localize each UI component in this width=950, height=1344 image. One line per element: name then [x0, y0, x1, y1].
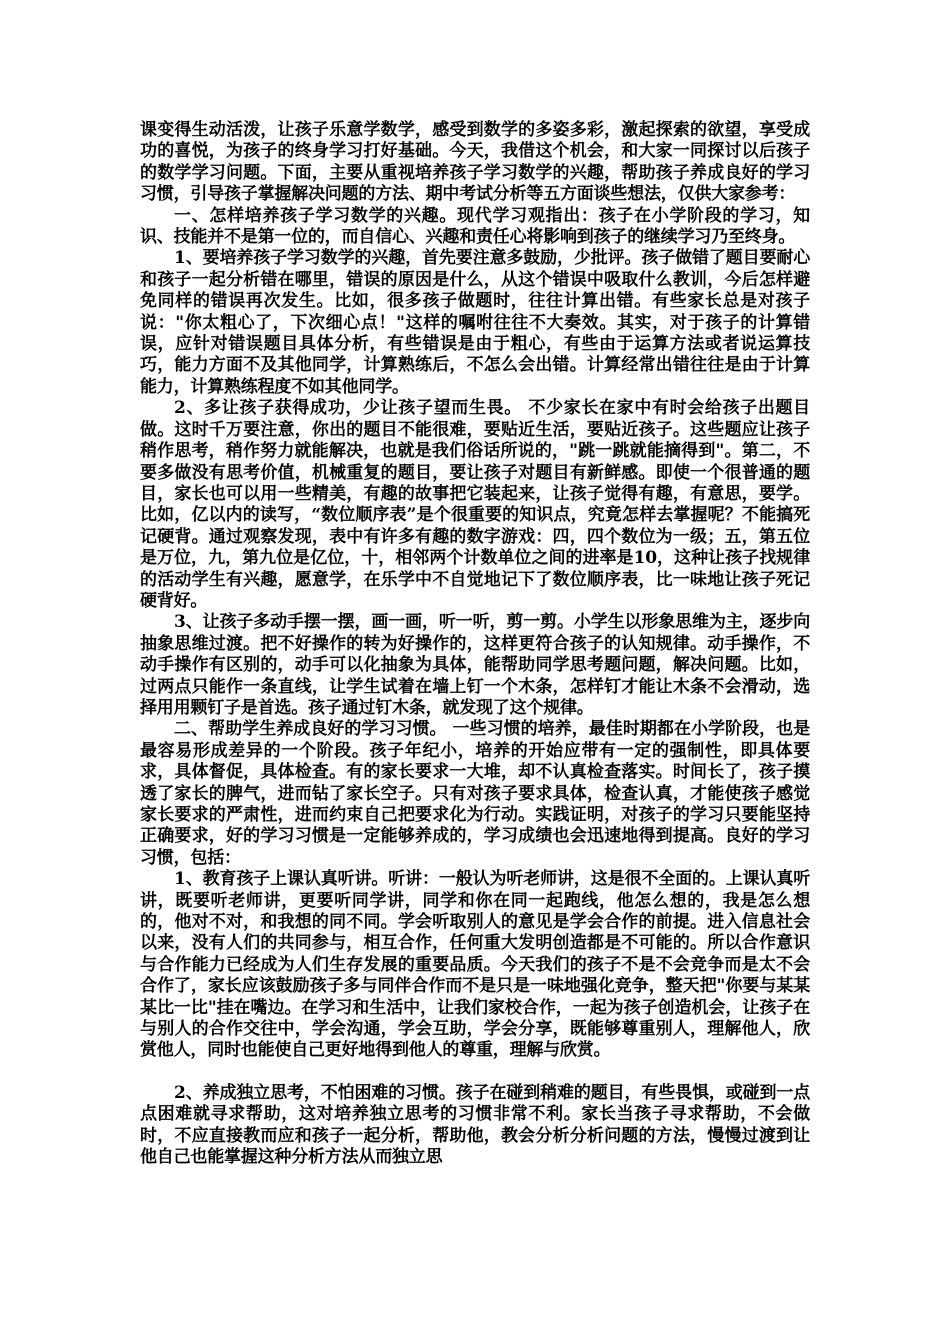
paragraph-success: 2、多让孩子获得成功，少让孩子望而生畏。 不少家长在家中有时会给孩子出题目做。这时千万要注意，你出的题目不能很难，要贴近生活，要贴近孩子。这些题应让孩子稍作思考，稍作努力就能解决，也就是我们俗话所说的，"跳一跳就能摘得到"。第二，不要多做没有思考价值，机械重复的题目，要让孩子对题目有新鲜感。即使一个很普通的题目，家长也可以用一些精美，有趣的故事把它装起来，让孩子觉得有趣，有意思，要学。比如，亿以内的读写，“数位顺序表”是个很重要的知识点，究竟怎样去掌握呢？不能搞死记硬背。通过观察发现，表中有许多有趣的数字游戏：四，四个数位为一级；五，第五位是万位，九，第九位是亿位，十，相邻两个计数单位之间的进率是10，这种让孩子找规律的活动学生有兴趣，愿意学，在乐学中不自觉地记下了数位顺序表，比一味地让孩子死记硬背好。	[140, 398, 810, 611]
heading-section-1-interest: 一、怎样培养孩子学习数学的兴趣。现代学习观指出：孩子在小学阶段的学习，知识、技能并不是第一位的，而自信心、兴趣和责任心将影响到孩子的继续学习乃至终身。	[140, 205, 810, 248]
paragraph-listening: 1、教育孩子上课认真听讲。听讲：一般认为听老师讲，这是很不全面的。上课认真听讲，既要听老师讲，更要听同学讲，同学和你在同一起跑线，他怎么想的，我是怎么想的，他对不对，和我想的同不同。学会听取别人的意见是学会合作的前提。进入信息社会以来，没有人们的共同参与，相互合作，任何重大发明创造都是不可能的。所以合作意识与合作能力已经成为人们生存发展的重要品质。今天我们的孩子不是不会竞争而是太不会合作了，家长应该鼓励孩子多与同伴合作而不是只是一味地强化竞争，整天把"你要与某某某比一比"挂在嘴边。在学习和生活中，让我们家校合作，一起为孩子创造机会，让孩子在与别人的合作交往中，学会沟通，学会互助，学会分享，既能够尊重别人，理解他人，欣赏他人，同时也能使自己更好地得到他人的尊重，理解与欣赏。	[140, 869, 810, 1061]
heading-section-2-habits: 二、帮助学生养成良好的学习习惯。 一些习惯的培养，最佳时期都在小学阶段，也是最容易形成差异的一个阶段。孩子年纪小，培养的开始应带有一定的强制性，即具体要求，具体督促，具体检查。有的家长要求一大堆，却不认真检查落实。时间长了，孩子摸透了家长的脾气，进而钻了家长空子。只有对孩子要求具体，检查认真，才能使孩子感觉家长要求的严肃性，进而约束自己把要求化为行动。实践证明，对孩子的学习只要能坚持正确要求，好的学习习惯是一定能够养成的，学习成绩也会迅速地得到提高。良好的学习习惯，包括：	[140, 719, 810, 868]
paragraph-intro: 课变得生动活泼，让孩子乐意学数学，感受到数学的多姿多彩，激起探索的欲望，享受成功的喜悦，为孩子的终身学习打好基础。今天，我借这个机会，和大家一同探讨以后孩子的数学学习问题。下面，主要从重视培养孩子学习数学的兴趣，帮助孩子养成良好的学习习惯，引导孩子掌握解决问题的方法、期中考试分析等五方面谈些想法，仅供大家参考：	[140, 120, 810, 205]
paragraph-encourage: 1、要培养孩子学习数学的兴趣，首先要注意多鼓励，少批评。孩子做错了题目要耐心和孩子一起分析错在哪里，错误的原因是什么，从这个错误中吸取什么教训，今后怎样避免同样的错误再次发生。比如，很多孩子做题时，往往计算出错。有些家长总是对孩子说："你太粗心了，下次细心点！"这样的嘱咐往往不大奏效。其实，对于孩子的计算错误，应针对错误题目具体分析，有些错误是由于粗心，有些由于运算方法或者说运算技巧，能力方面不及其他同学，计算熟练后，不怎么会出错。计算经常出错往往是由于计算能力，计算熟练程度不如其他同学。	[140, 248, 810, 397]
document-page	[140, 120, 810, 1169]
paragraph-hands-on: 3、让孩子多动手摆一摆，画一画，听一听，剪一剪。小学生以形象思维为主，逐步向抽象思维过渡。把不好操作的转为好操作的，这样更符合孩子的认知规律。动手操作，不动手操作有区别的，动手可以化抽象为具体，能帮助同学思考题问题，解决问题。比如，过两点只能作一条直线，让学生试着在墙上钉一个木条，怎样钉才能让木条不会滑动，选择用用颗钉子是首选。孩子通过钉木条，就发现了这个规律。	[140, 612, 810, 718]
paragraph-independent-thinking: 2、养成独立思考，不怕困难的习惯。孩子在碰到稍难的题目，有些畏惧，或碰到一点点困难就寻求帮助，这对培养独立思考的习惯非常不利。家长当孩子寻求帮助，不会做时，不应直接教而应和孩子一起分析，帮助他，教会分析分析问题的方法，慢慢过渡到让他自己也能掌握这种分析方法从而独立思	[140, 1082, 810, 1168]
